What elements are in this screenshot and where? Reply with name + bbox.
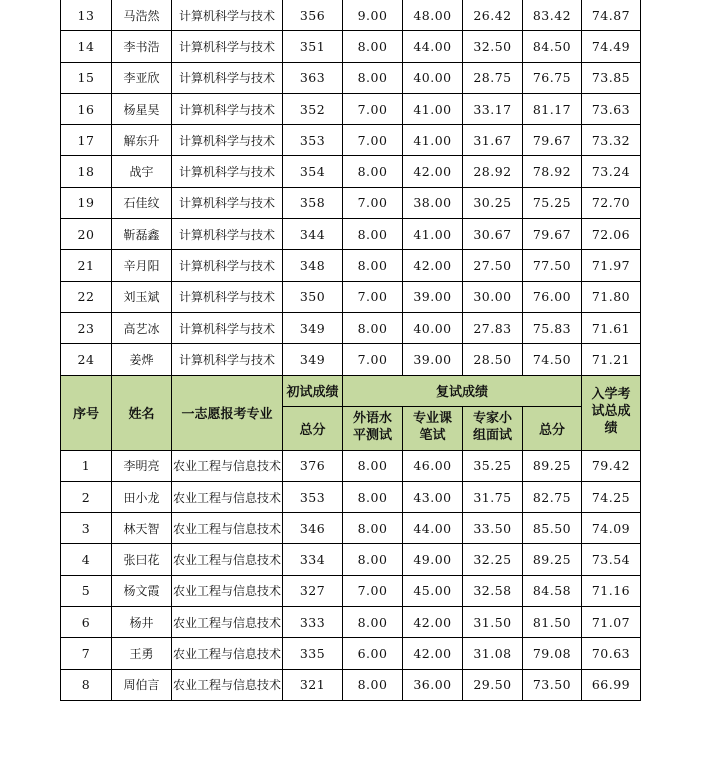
name-cell: 战宇	[112, 156, 172, 187]
table-row	[61, 62, 641, 93]
panel-score-cell: 28.75	[463, 62, 523, 93]
panel-score-cell: 32.50	[463, 31, 523, 62]
seq-cell: 16	[61, 93, 112, 124]
panel-score-cell: 28.50	[463, 344, 523, 375]
panel-score-cell: 26.42	[463, 0, 523, 31]
table-row	[61, 312, 641, 343]
final-total-cell: 70.63	[582, 638, 641, 669]
prelim-total-cell: 344	[283, 219, 343, 250]
panel-score-cell: 30.67	[463, 219, 523, 250]
retest-total-cell: 84.58	[523, 575, 582, 606]
retest-total-cell: 79.08	[523, 638, 582, 669]
lang-score-cell: 8.00	[343, 219, 403, 250]
seq-cell: 6	[61, 607, 112, 638]
course-score-cell: 36.00	[403, 669, 463, 700]
lang-score-cell: 8.00	[343, 31, 403, 62]
prelim-total-cell: 349	[283, 344, 343, 375]
final-total-cell: 73.63	[582, 93, 641, 124]
panel-score-cell: 27.50	[463, 250, 523, 281]
panel-score-cell: 31.08	[463, 638, 523, 669]
lang-score-cell: 8.00	[343, 481, 403, 512]
major-cell: 计算机科学与技术	[172, 187, 283, 218]
major-cell: 计算机科学与技术	[172, 125, 283, 156]
table-row	[61, 219, 641, 250]
course-score-cell: 38.00	[403, 187, 463, 218]
major-cell: 计算机科学与技术	[172, 0, 283, 31]
name-cell: 靳磊鑫	[112, 219, 172, 250]
course-score-cell: 48.00	[403, 0, 463, 31]
table-header	[61, 375, 641, 450]
retest-total-cell: 79.67	[523, 125, 582, 156]
course-score-cell: 44.00	[403, 513, 463, 544]
seq-cell: 13	[61, 0, 112, 31]
panel-score-cell: 32.25	[463, 544, 523, 575]
prelim-total-cell: 358	[283, 187, 343, 218]
prelim-total-cell: 321	[283, 669, 343, 700]
name-cell: 马浩然	[112, 0, 172, 31]
name-cell: 田小龙	[112, 481, 172, 512]
panel-score-cell: 29.50	[463, 669, 523, 700]
prelim-total-cell: 356	[283, 0, 343, 31]
prelim-total-cell: 346	[283, 513, 343, 544]
retest-total-cell: 76.00	[523, 281, 582, 312]
course-score-cell: 42.00	[403, 638, 463, 669]
name-cell: 李明亮	[112, 450, 172, 481]
seq-cell: 4	[61, 544, 112, 575]
score-table	[60, 0, 641, 701]
header-retest-group: 复试成绩	[343, 375, 582, 406]
seq-cell: 7	[61, 638, 112, 669]
panel-score-cell: 31.67	[463, 125, 523, 156]
seq-cell: 5	[61, 575, 112, 606]
lang-score-cell: 8.00	[343, 513, 403, 544]
final-total-cell: 72.70	[582, 187, 641, 218]
lang-score-cell: 8.00	[343, 450, 403, 481]
final-total-cell: 72.06	[582, 219, 641, 250]
name-cell: 杨文霞	[112, 575, 172, 606]
table-row	[61, 513, 641, 544]
lang-score-cell: 7.00	[343, 575, 403, 606]
prelim-total-cell: 353	[283, 481, 343, 512]
major-cell: 计算机科学与技术	[172, 31, 283, 62]
table-row	[61, 638, 641, 669]
course-score-cell: 39.00	[403, 344, 463, 375]
major-cell: 农业工程与信息技术	[172, 607, 283, 638]
prelim-total-cell: 350	[283, 281, 343, 312]
panel-score-cell: 30.25	[463, 187, 523, 218]
major-cell: 农业工程与信息技术	[172, 638, 283, 669]
lang-score-cell: 8.00	[343, 62, 403, 93]
header-prelim-total: 总分	[283, 406, 343, 450]
course-score-cell: 42.00	[403, 250, 463, 281]
name-cell: 姜烨	[112, 344, 172, 375]
seq-cell: 20	[61, 219, 112, 250]
course-score-cell: 43.00	[403, 481, 463, 512]
table-row	[61, 156, 641, 187]
major-cell: 农业工程与信息技术	[172, 450, 283, 481]
course-score-cell: 41.00	[403, 93, 463, 124]
major-cell: 计算机科学与技术	[172, 62, 283, 93]
retest-total-cell: 85.50	[523, 513, 582, 544]
final-total-cell: 71.21	[582, 344, 641, 375]
retest-total-cell: 83.42	[523, 0, 582, 31]
retest-total-cell: 76.75	[523, 62, 582, 93]
name-cell: 杨星昊	[112, 93, 172, 124]
course-score-cell: 40.00	[403, 62, 463, 93]
table-row	[61, 544, 641, 575]
name-cell: 林天智	[112, 513, 172, 544]
header-final-total: 入学考试总成绩	[582, 375, 641, 450]
prelim-total-cell: 376	[283, 450, 343, 481]
prelim-total-cell: 335	[283, 638, 343, 669]
table-row	[61, 450, 641, 481]
lang-score-cell: 8.00	[343, 156, 403, 187]
name-cell: 王勇	[112, 638, 172, 669]
major-cell: 农业工程与信息技术	[172, 669, 283, 700]
retest-total-cell: 82.75	[523, 481, 582, 512]
panel-score-cell: 31.75	[463, 481, 523, 512]
lang-score-cell: 7.00	[343, 281, 403, 312]
seq-cell: 21	[61, 250, 112, 281]
retest-total-cell: 89.25	[523, 450, 582, 481]
lang-score-cell: 6.00	[343, 638, 403, 669]
final-total-cell: 74.87	[582, 0, 641, 31]
lang-score-cell: 9.00	[343, 0, 403, 31]
panel-score-cell: 27.83	[463, 312, 523, 343]
major-cell: 计算机科学与技术	[172, 312, 283, 343]
course-score-cell: 41.00	[403, 219, 463, 250]
final-total-cell: 74.25	[582, 481, 641, 512]
lang-score-cell: 8.00	[343, 669, 403, 700]
name-cell: 李亚欣	[112, 62, 172, 93]
table-row	[61, 669, 641, 700]
table-row	[61, 481, 641, 512]
final-total-cell: 73.32	[582, 125, 641, 156]
panel-score-cell: 32.58	[463, 575, 523, 606]
table-row	[61, 187, 641, 218]
prelim-total-cell: 348	[283, 250, 343, 281]
table-row	[61, 125, 641, 156]
final-total-cell: 71.16	[582, 575, 641, 606]
panel-score-cell: 28.92	[463, 156, 523, 187]
retest-total-cell: 73.50	[523, 669, 582, 700]
header-retest-total: 总分	[523, 406, 582, 450]
course-score-cell: 46.00	[403, 450, 463, 481]
name-cell: 高艺冰	[112, 312, 172, 343]
major-cell: 农业工程与信息技术	[172, 544, 283, 575]
lang-score-cell: 8.00	[343, 312, 403, 343]
seq-cell: 1	[61, 450, 112, 481]
major-cell: 计算机科学与技术	[172, 250, 283, 281]
prelim-total-cell: 334	[283, 544, 343, 575]
major-cell: 计算机科学与技术	[172, 281, 283, 312]
final-total-cell: 73.54	[582, 544, 641, 575]
course-score-cell: 42.00	[403, 156, 463, 187]
final-total-cell: 71.80	[582, 281, 641, 312]
final-total-cell: 73.24	[582, 156, 641, 187]
prelim-total-cell: 349	[283, 312, 343, 343]
panel-score-cell: 33.17	[463, 93, 523, 124]
seq-cell: 19	[61, 187, 112, 218]
course-score-cell: 42.00	[403, 607, 463, 638]
seq-cell: 18	[61, 156, 112, 187]
table-row	[61, 31, 641, 62]
major-cell: 计算机科学与技术	[172, 344, 283, 375]
final-total-cell: 71.61	[582, 312, 641, 343]
course-score-cell: 45.00	[403, 575, 463, 606]
final-total-cell: 71.97	[582, 250, 641, 281]
seq-cell: 8	[61, 669, 112, 700]
table-row	[61, 0, 641, 31]
lang-score-cell: 8.00	[343, 544, 403, 575]
table-row	[61, 344, 641, 375]
panel-score-cell: 35.25	[463, 450, 523, 481]
header-prelim-group: 初试成绩	[283, 375, 343, 406]
seq-cell: 15	[61, 62, 112, 93]
table-row	[61, 93, 641, 124]
retest-total-cell: 81.17	[523, 93, 582, 124]
final-total-cell: 66.99	[582, 669, 641, 700]
seq-cell: 3	[61, 513, 112, 544]
lang-score-cell: 8.00	[343, 250, 403, 281]
name-cell: 刘玉斌	[112, 281, 172, 312]
major-cell: 计算机科学与技术	[172, 156, 283, 187]
score-sheet	[60, 0, 641, 701]
course-score-cell: 41.00	[403, 125, 463, 156]
header-retest-course: 专业课笔试	[403, 406, 463, 450]
retest-total-cell: 77.50	[523, 250, 582, 281]
retest-total-cell: 75.25	[523, 187, 582, 218]
final-total-cell: 73.85	[582, 62, 641, 93]
retest-total-cell: 79.67	[523, 219, 582, 250]
final-total-cell: 71.07	[582, 607, 641, 638]
lang-score-cell: 8.00	[343, 607, 403, 638]
major-cell: 农业工程与信息技术	[172, 575, 283, 606]
header-name: 姓名	[112, 375, 172, 450]
retest-total-cell: 74.50	[523, 344, 582, 375]
major-cell: 农业工程与信息技术	[172, 481, 283, 512]
course-score-cell: 40.00	[403, 312, 463, 343]
lang-score-cell: 7.00	[343, 125, 403, 156]
course-score-cell: 49.00	[403, 544, 463, 575]
prelim-total-cell: 333	[283, 607, 343, 638]
seq-cell: 17	[61, 125, 112, 156]
lang-score-cell: 7.00	[343, 187, 403, 218]
lang-score-cell: 7.00	[343, 344, 403, 375]
seq-cell: 24	[61, 344, 112, 375]
retest-total-cell: 75.83	[523, 312, 582, 343]
retest-total-cell: 78.92	[523, 156, 582, 187]
course-score-cell: 39.00	[403, 281, 463, 312]
name-cell: 张曰花	[112, 544, 172, 575]
prelim-total-cell: 363	[283, 62, 343, 93]
panel-score-cell: 30.00	[463, 281, 523, 312]
table-row	[61, 607, 641, 638]
table-row	[61, 575, 641, 606]
name-cell: 解东升	[112, 125, 172, 156]
panel-score-cell: 31.50	[463, 607, 523, 638]
prelim-total-cell: 327	[283, 575, 343, 606]
table-row	[61, 281, 641, 312]
name-cell: 石佳纹	[112, 187, 172, 218]
seq-cell: 2	[61, 481, 112, 512]
name-cell: 周伯言	[112, 669, 172, 700]
name-cell: 杨井	[112, 607, 172, 638]
major-cell: 计算机科学与技术	[172, 93, 283, 124]
retest-total-cell: 81.50	[523, 607, 582, 638]
final-total-cell: 74.09	[582, 513, 641, 544]
major-cell: 农业工程与信息技术	[172, 513, 283, 544]
header-seq: 序号	[61, 375, 112, 450]
header-retest-panel: 专家小组面试	[463, 406, 523, 450]
name-cell: 李书浩	[112, 31, 172, 62]
prelim-total-cell: 354	[283, 156, 343, 187]
seq-cell: 14	[61, 31, 112, 62]
final-total-cell: 79.42	[582, 450, 641, 481]
lang-score-cell: 7.00	[343, 93, 403, 124]
panel-score-cell: 33.50	[463, 513, 523, 544]
final-total-cell: 74.49	[582, 31, 641, 62]
name-cell: 辛月阳	[112, 250, 172, 281]
retest-total-cell: 89.25	[523, 544, 582, 575]
cs-group-rows	[61, 0, 641, 375]
agri-group-rows	[61, 450, 641, 700]
major-cell: 计算机科学与技术	[172, 219, 283, 250]
prelim-total-cell: 351	[283, 31, 343, 62]
retest-total-cell: 84.50	[523, 31, 582, 62]
seq-cell: 22	[61, 281, 112, 312]
table-row	[61, 250, 641, 281]
prelim-total-cell: 352	[283, 93, 343, 124]
header-retest-lang: 外语水平测试	[343, 406, 403, 450]
course-score-cell: 44.00	[403, 31, 463, 62]
prelim-total-cell: 353	[283, 125, 343, 156]
header-major: 一志愿报考专业	[172, 375, 283, 450]
seq-cell: 23	[61, 312, 112, 343]
